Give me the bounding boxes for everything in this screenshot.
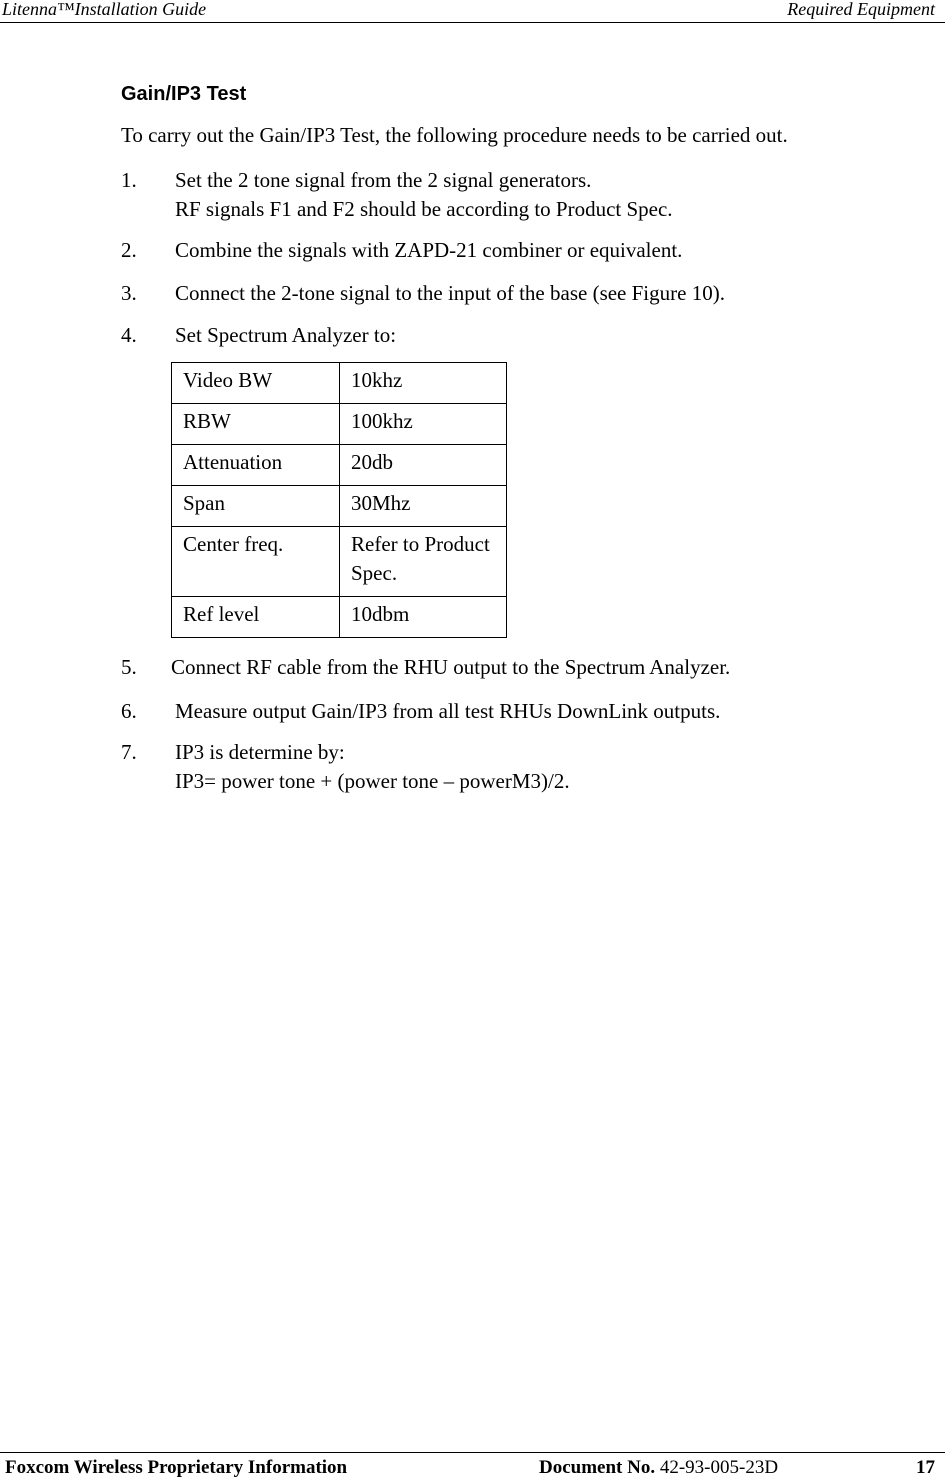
step-number: 6.	[121, 699, 137, 723]
intro-paragraph: To carry out the Gain/IP3 Test, the following procedure needs to be carried out.	[121, 123, 788, 147]
step-number: 2.	[121, 238, 137, 262]
header-guide-title: Litenna™Installation Guide	[2, 0, 207, 19]
table-row	[172, 597, 507, 638]
table-row	[172, 527, 507, 597]
step-text: Combine the signals with ZAPD-21 combiner or equivalent.	[175, 238, 683, 262]
setting-name: Ref level	[172, 597, 340, 638]
step-text: IP3 is determine by: IP3= power tone + (power tone – powerM3)/2.	[175, 740, 570, 793]
setting-name: RBW	[172, 404, 340, 445]
setting-value: 100khz	[340, 404, 507, 445]
step-number: 5.	[121, 655, 137, 679]
page-header	[0, 0, 945, 23]
setting-name: Attenuation	[172, 445, 340, 486]
setting-value: 20db	[340, 445, 507, 486]
section-heading: Gain/IP3 Test	[121, 83, 247, 105]
setting-name: Span	[172, 486, 340, 527]
footer-document-number: Document No. 42-93-005-23D	[539, 1457, 779, 1478]
page-footer	[0, 1452, 945, 1480]
table-row	[172, 404, 507, 445]
setting-value: 10khz	[340, 363, 507, 404]
step-number: 1.	[121, 168, 137, 192]
step-text: Set the 2 tone signal from the 2 signal generators. RF signals F1 and F2 should be according to Product Spec.	[175, 168, 673, 221]
step-number: 4.	[121, 323, 137, 347]
setting-value: 30Mhz	[340, 486, 507, 527]
setting-name: Center freq.	[172, 527, 340, 597]
step-text: Connect the 2-tone signal to the input of the base (see Figure 10).	[175, 281, 725, 305]
step-text: Set Spectrum Analyzer to:	[175, 323, 397, 347]
table-row	[172, 445, 507, 486]
step-text: Connect RF cable from the RHU output to the Spectrum Analyzer.	[171, 655, 731, 679]
step-text: Measure output Gain/IP3 from all test RHUs DownLink outputs.	[175, 699, 721, 723]
table-row	[172, 486, 507, 527]
setting-value: 10dbm	[340, 597, 507, 638]
setting-value: Refer to Product Spec.	[340, 527, 507, 597]
page-number: 17	[916, 1457, 935, 1478]
spectrum-analyzer-settings-table	[171, 362, 507, 638]
table-row	[172, 363, 507, 404]
setting-name: Video BW	[172, 363, 340, 404]
step-number: 7.	[121, 740, 137, 764]
footer-proprietary: Foxcom Wireless Proprietary Information	[5, 1457, 348, 1478]
header-section-title: Required Equipment	[787, 0, 935, 19]
step-number: 3.	[121, 281, 137, 305]
